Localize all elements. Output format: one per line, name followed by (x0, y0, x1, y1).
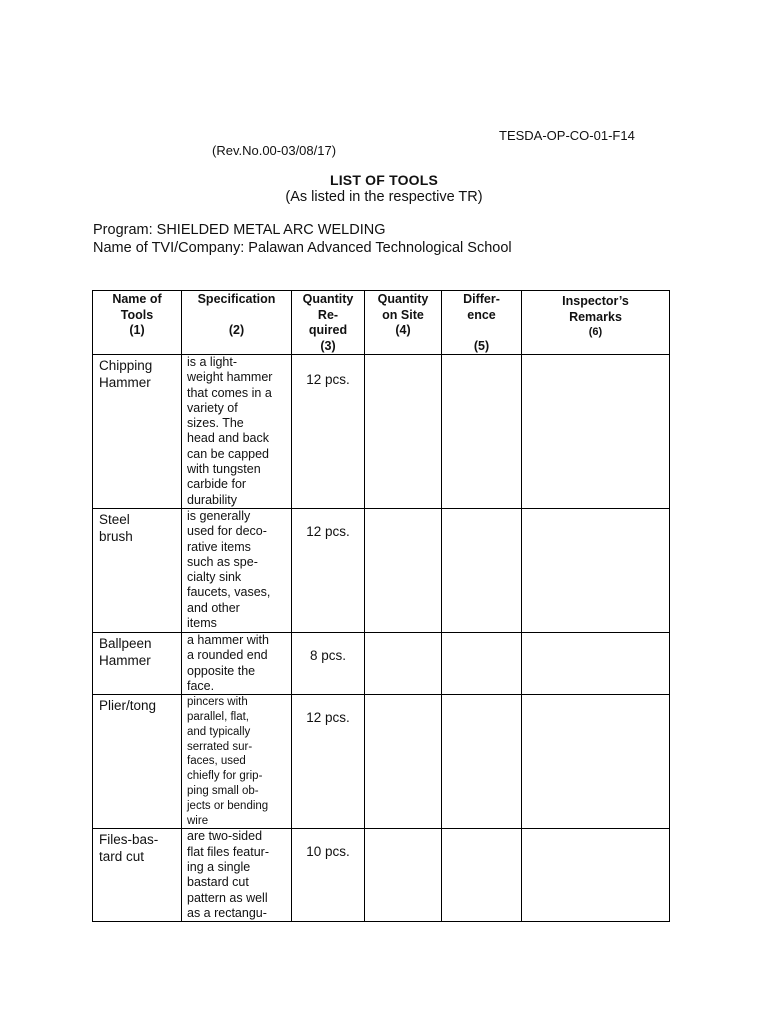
tool-name-text: Files-bas- (99, 832, 159, 848)
header-text: Tools (120, 307, 154, 322)
header-text: Quantity (302, 292, 354, 306)
specification-text: opposite the (187, 663, 256, 678)
header-text: Re- (317, 307, 339, 322)
revision-number: (Rev.No.00-03/08/17) (212, 143, 337, 158)
inspector-remarks-cell[interactable] (522, 632, 670, 694)
specification-text: rative items (187, 539, 251, 554)
specification-cell (182, 508, 292, 632)
difference-cell[interactable] (442, 695, 522, 829)
header-quantity-required (292, 291, 365, 355)
tools-table (92, 290, 670, 922)
specification-text: ing a single (187, 859, 251, 874)
header-text: quired (308, 323, 348, 337)
tool-name-text: Hammer (99, 652, 151, 668)
page-title: LIST OF TOOLS (329, 172, 439, 188)
specification-text: face. (187, 678, 215, 693)
tool-name-text: Hammer (99, 375, 151, 390)
header-text: Inspector’s (562, 294, 629, 308)
specification-text: with tungsten (187, 462, 261, 477)
quantity-required-cell: 12 pcs. (292, 695, 365, 829)
specification-text: ping small ob- (187, 784, 259, 797)
specification-text: a hammer with (187, 632, 269, 647)
company-line: Name of TVI/Company: Palawan Advanced Technological School (93, 240, 512, 256)
specification-text: bastard cut (187, 875, 249, 890)
tool-name-cell (93, 508, 182, 632)
tool-name-text: Plier/tong (99, 698, 157, 714)
header-difference (442, 291, 522, 355)
specification-text: pincers with (187, 696, 248, 709)
header-text: (4) (395, 323, 411, 337)
specification-text: is a light- (187, 355, 238, 369)
tool-name-text: Chipping (99, 358, 153, 373)
table-row (93, 829, 670, 922)
header-text: Quantity (377, 292, 429, 306)
header-text: on Site (382, 307, 424, 322)
header-text: Remarks (569, 309, 622, 324)
difference-cell[interactable] (442, 829, 522, 922)
doc-code: TESDA-OP-CO-01-F14 (499, 128, 635, 143)
specification-text: serrated sur- (187, 740, 253, 753)
specification-text: are two-sided (187, 829, 263, 844)
header-specification (182, 291, 292, 355)
specification-text: such as spe- (187, 554, 258, 569)
table-row (93, 508, 670, 632)
specification-text: faces, used (187, 755, 246, 768)
specification-text: weight hammer (187, 370, 273, 385)
specification-text: used for deco- (187, 524, 267, 539)
tool-name-text: Steel (99, 511, 130, 527)
specification-cell (182, 632, 292, 694)
specification-text: a rounded end (187, 648, 268, 663)
specification-text: that comes in a (187, 385, 272, 400)
header-text: Name of (112, 292, 162, 306)
page-subtitle: (As listed in the respective TR) (285, 189, 483, 205)
quantity-required-cell: 12 pcs. (292, 355, 365, 509)
tool-name-cell (93, 632, 182, 694)
quantity-on-site-cell[interactable] (365, 829, 442, 922)
inspector-remarks-cell[interactable] (522, 695, 670, 829)
inspector-remarks-cell[interactable] (522, 508, 670, 632)
specification-text: pattern as well (187, 890, 268, 905)
header-name-of-tools (93, 291, 182, 355)
specification-text: wire (187, 814, 209, 827)
inspector-remarks-cell[interactable] (522, 355, 670, 509)
header-text: (1) (129, 323, 145, 337)
specification-text: flat files featur- (187, 844, 269, 859)
quantity-on-site-cell[interactable] (365, 355, 442, 509)
quantity-on-site-cell[interactable] (365, 632, 442, 694)
specification-text: jects or bending (187, 799, 269, 812)
header-text: (2) (228, 323, 245, 337)
tool-name-cell (93, 695, 182, 829)
specification-text: faucets, vases, (187, 585, 271, 600)
tool-name-text: tard cut (99, 849, 145, 865)
specification-text: can be capped (187, 446, 270, 461)
header-row (93, 291, 670, 355)
specification-cell (182, 695, 292, 829)
specification-text: parallel, flat, (187, 710, 250, 723)
table-row (93, 355, 670, 509)
header-text: (6) (588, 326, 603, 338)
header-text: Differ- (463, 292, 500, 306)
specification-text: carbide for (187, 477, 247, 492)
table-row (93, 695, 670, 829)
specification-text: variety of (187, 400, 238, 415)
specification-text: and typically (187, 725, 251, 738)
quantity-required-cell: 8 pcs. (292, 632, 365, 694)
specification-cell (182, 355, 292, 509)
header-quantity-on-site (365, 291, 442, 355)
tool-name-cell (93, 829, 182, 922)
tool-name-text: Ballpeen (99, 635, 152, 651)
program-line: Program: SHIELDED METAL ARC WELDING (93, 222, 386, 238)
specification-text: is generally (187, 508, 251, 523)
difference-cell[interactable] (442, 355, 522, 509)
table-row (93, 632, 670, 694)
quantity-on-site-cell[interactable] (365, 695, 442, 829)
specification-text: sizes. The (187, 416, 244, 431)
specification-text: chiefly for grip- (187, 770, 263, 783)
specification-text: head and back (187, 431, 270, 446)
header-text: Specification (197, 292, 276, 306)
specification-text: and other (187, 600, 240, 615)
specification-text: cialty sink (187, 570, 242, 585)
difference-cell[interactable] (442, 508, 522, 632)
specification-cell (182, 829, 292, 922)
inspector-remarks-cell[interactable] (522, 829, 670, 922)
quantity-required-cell: 10 pcs. (292, 829, 365, 922)
header-inspector-remarks (522, 291, 670, 355)
tool-name-text: brush (99, 528, 133, 544)
header-text: (5) (473, 338, 490, 353)
header-text: ence (467, 307, 496, 322)
quantity-required-cell: 12 pcs. (292, 508, 365, 632)
specification-text: as a rectangu- (187, 905, 267, 920)
tool-name-cell (93, 355, 182, 509)
specification-text: durability (187, 492, 238, 507)
quantity-on-site-cell[interactable] (365, 508, 442, 632)
header-text: (3) (320, 338, 336, 353)
difference-cell[interactable] (442, 632, 522, 694)
specification-text: items (187, 616, 217, 631)
